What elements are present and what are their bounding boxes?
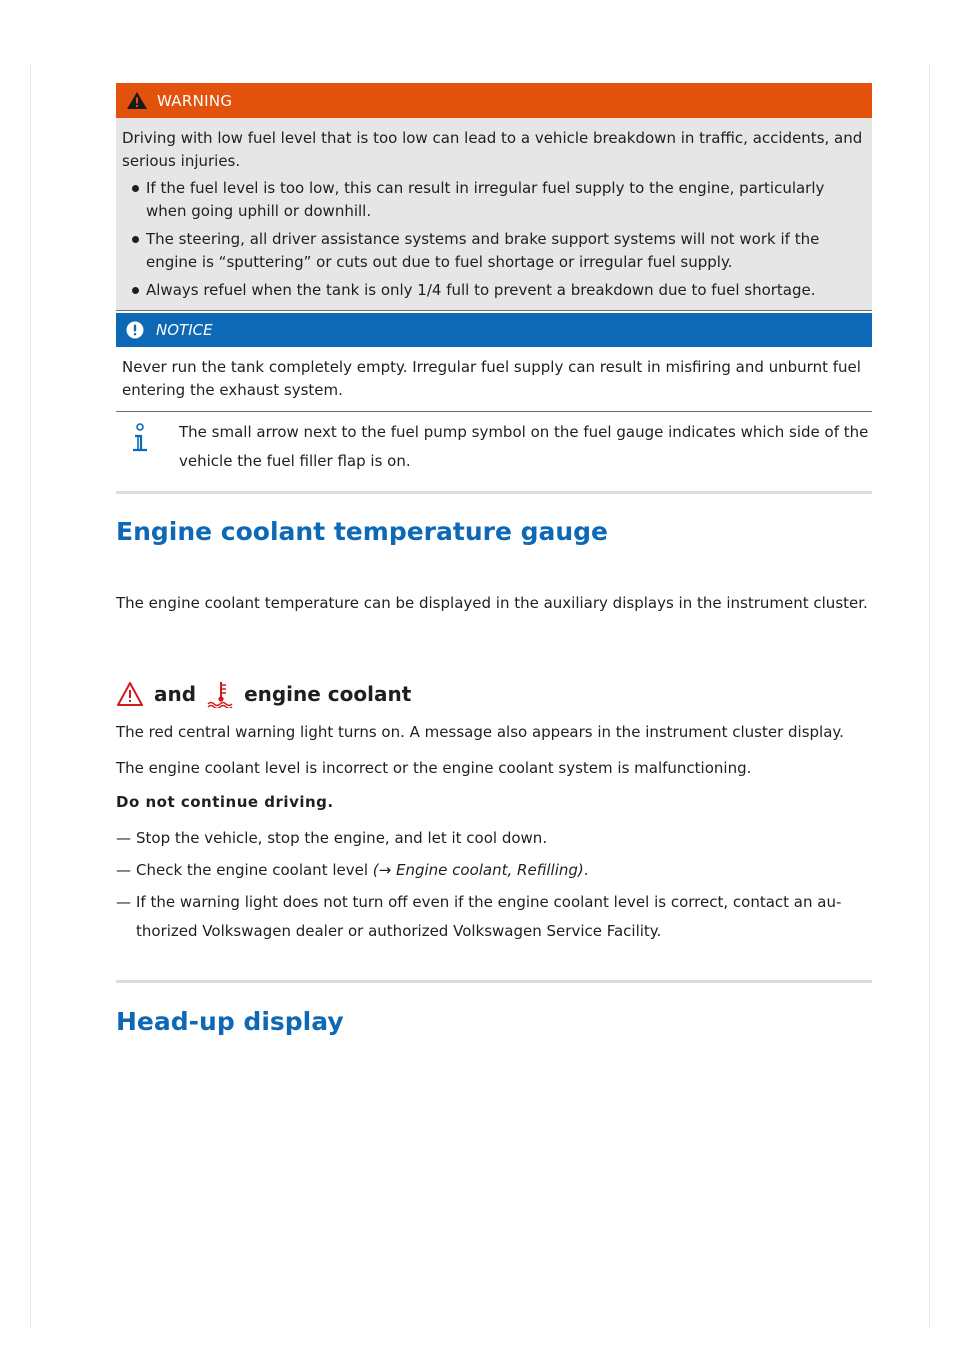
exclamation-circle-icon	[126, 321, 144, 339]
left-page-rule	[30, 64, 31, 1328]
notice-header	[116, 313, 872, 347]
warning-title: WARNING	[157, 91, 233, 110]
step-dash: —	[116, 829, 131, 847]
warning-bullet: Always refuel when the tank is only 1/4 full to prevent a breakdown due to fuel shortage.	[122, 279, 866, 302]
step-3-line-1: If the warning light does not turn off even if the engine coolant level is correct, contact an au-	[136, 893, 842, 911]
step-dash: —	[116, 893, 131, 911]
step-2-end: .	[583, 861, 589, 879]
coolant-line-2: The engine coolant level is incorrect or the engine coolant system is malfunctioning.	[116, 759, 752, 777]
step-3-line-2: thorized Volkswagen dealer or authorized Volkswagen Service Facility.	[136, 922, 662, 940]
info-icon	[130, 423, 150, 455]
warning-bullet-list	[122, 177, 866, 302]
warning-bullet: The steering, all driver assistance systems and brake support systems will not work if the engine is “sputtering” or cuts out due to fuel shortage or irregular fuel supply.	[122, 228, 866, 274]
step-1-text: Stop the vehicle, stop the engine, and let it cool down.	[136, 829, 548, 847]
coolant-temperature-icon	[206, 680, 236, 708]
coolant-warning-subheading	[116, 680, 411, 708]
info-note	[116, 418, 872, 476]
step-item	[116, 888, 872, 946]
warning-bullet: If the fuel level is too low, this can result in irregular fuel supply to the engine, particularly when going uphill or downhill.	[122, 177, 866, 223]
warning-box	[116, 83, 872, 311]
info-text: The small arrow next to the fuel pump symbol on the fuel gauge indicates which side of the vehicle the fuel filler flap is on.	[179, 423, 869, 470]
do-not-continue-driving: Do not continue driving.	[116, 793, 334, 811]
red-warning-triangle-icon	[116, 681, 144, 707]
coolant-intro: The engine coolant temperature can be displayed in the auxiliary displays in the instrument cluster.	[116, 594, 868, 612]
warning-triangle-icon	[126, 91, 148, 110]
section-heading-coolant: Engine coolant temperature gauge	[116, 517, 609, 546]
warning-intro: Driving with low fuel level that is too low can lead to a vehicle breakdown in traffic, accidents, and serious injuries.	[122, 129, 863, 170]
section-divider	[116, 491, 872, 494]
step-2-text: Check the engine coolant level	[136, 861, 369, 879]
subheading-engine-coolant: engine coolant	[244, 682, 412, 706]
warning-header	[116, 83, 872, 118]
step-item	[116, 824, 872, 853]
step-dash: —	[116, 861, 131, 879]
notice-title: NOTICE	[156, 321, 213, 339]
notice-box	[116, 313, 872, 412]
subheading-and: and	[154, 682, 197, 706]
step-item	[116, 856, 872, 885]
coolant-steps	[116, 824, 872, 949]
warning-body	[116, 118, 872, 311]
notice-text: Never run the tank completely empty. Irregular fuel supply can result in misfiring and unburnt fuel entering the exhaust system.	[122, 358, 861, 399]
coolant-line-1: The red central warning light turns on. A message also appears in the instrument cluster display.	[116, 723, 844, 741]
section-divider	[116, 980, 872, 983]
section-heading-hud: Head-up display	[116, 1007, 344, 1036]
notice-body	[116, 347, 872, 412]
engine-coolant-refilling-link[interactable]: (→ Engine coolant, Refilling)	[372, 861, 584, 879]
right-page-rule	[929, 64, 930, 1328]
